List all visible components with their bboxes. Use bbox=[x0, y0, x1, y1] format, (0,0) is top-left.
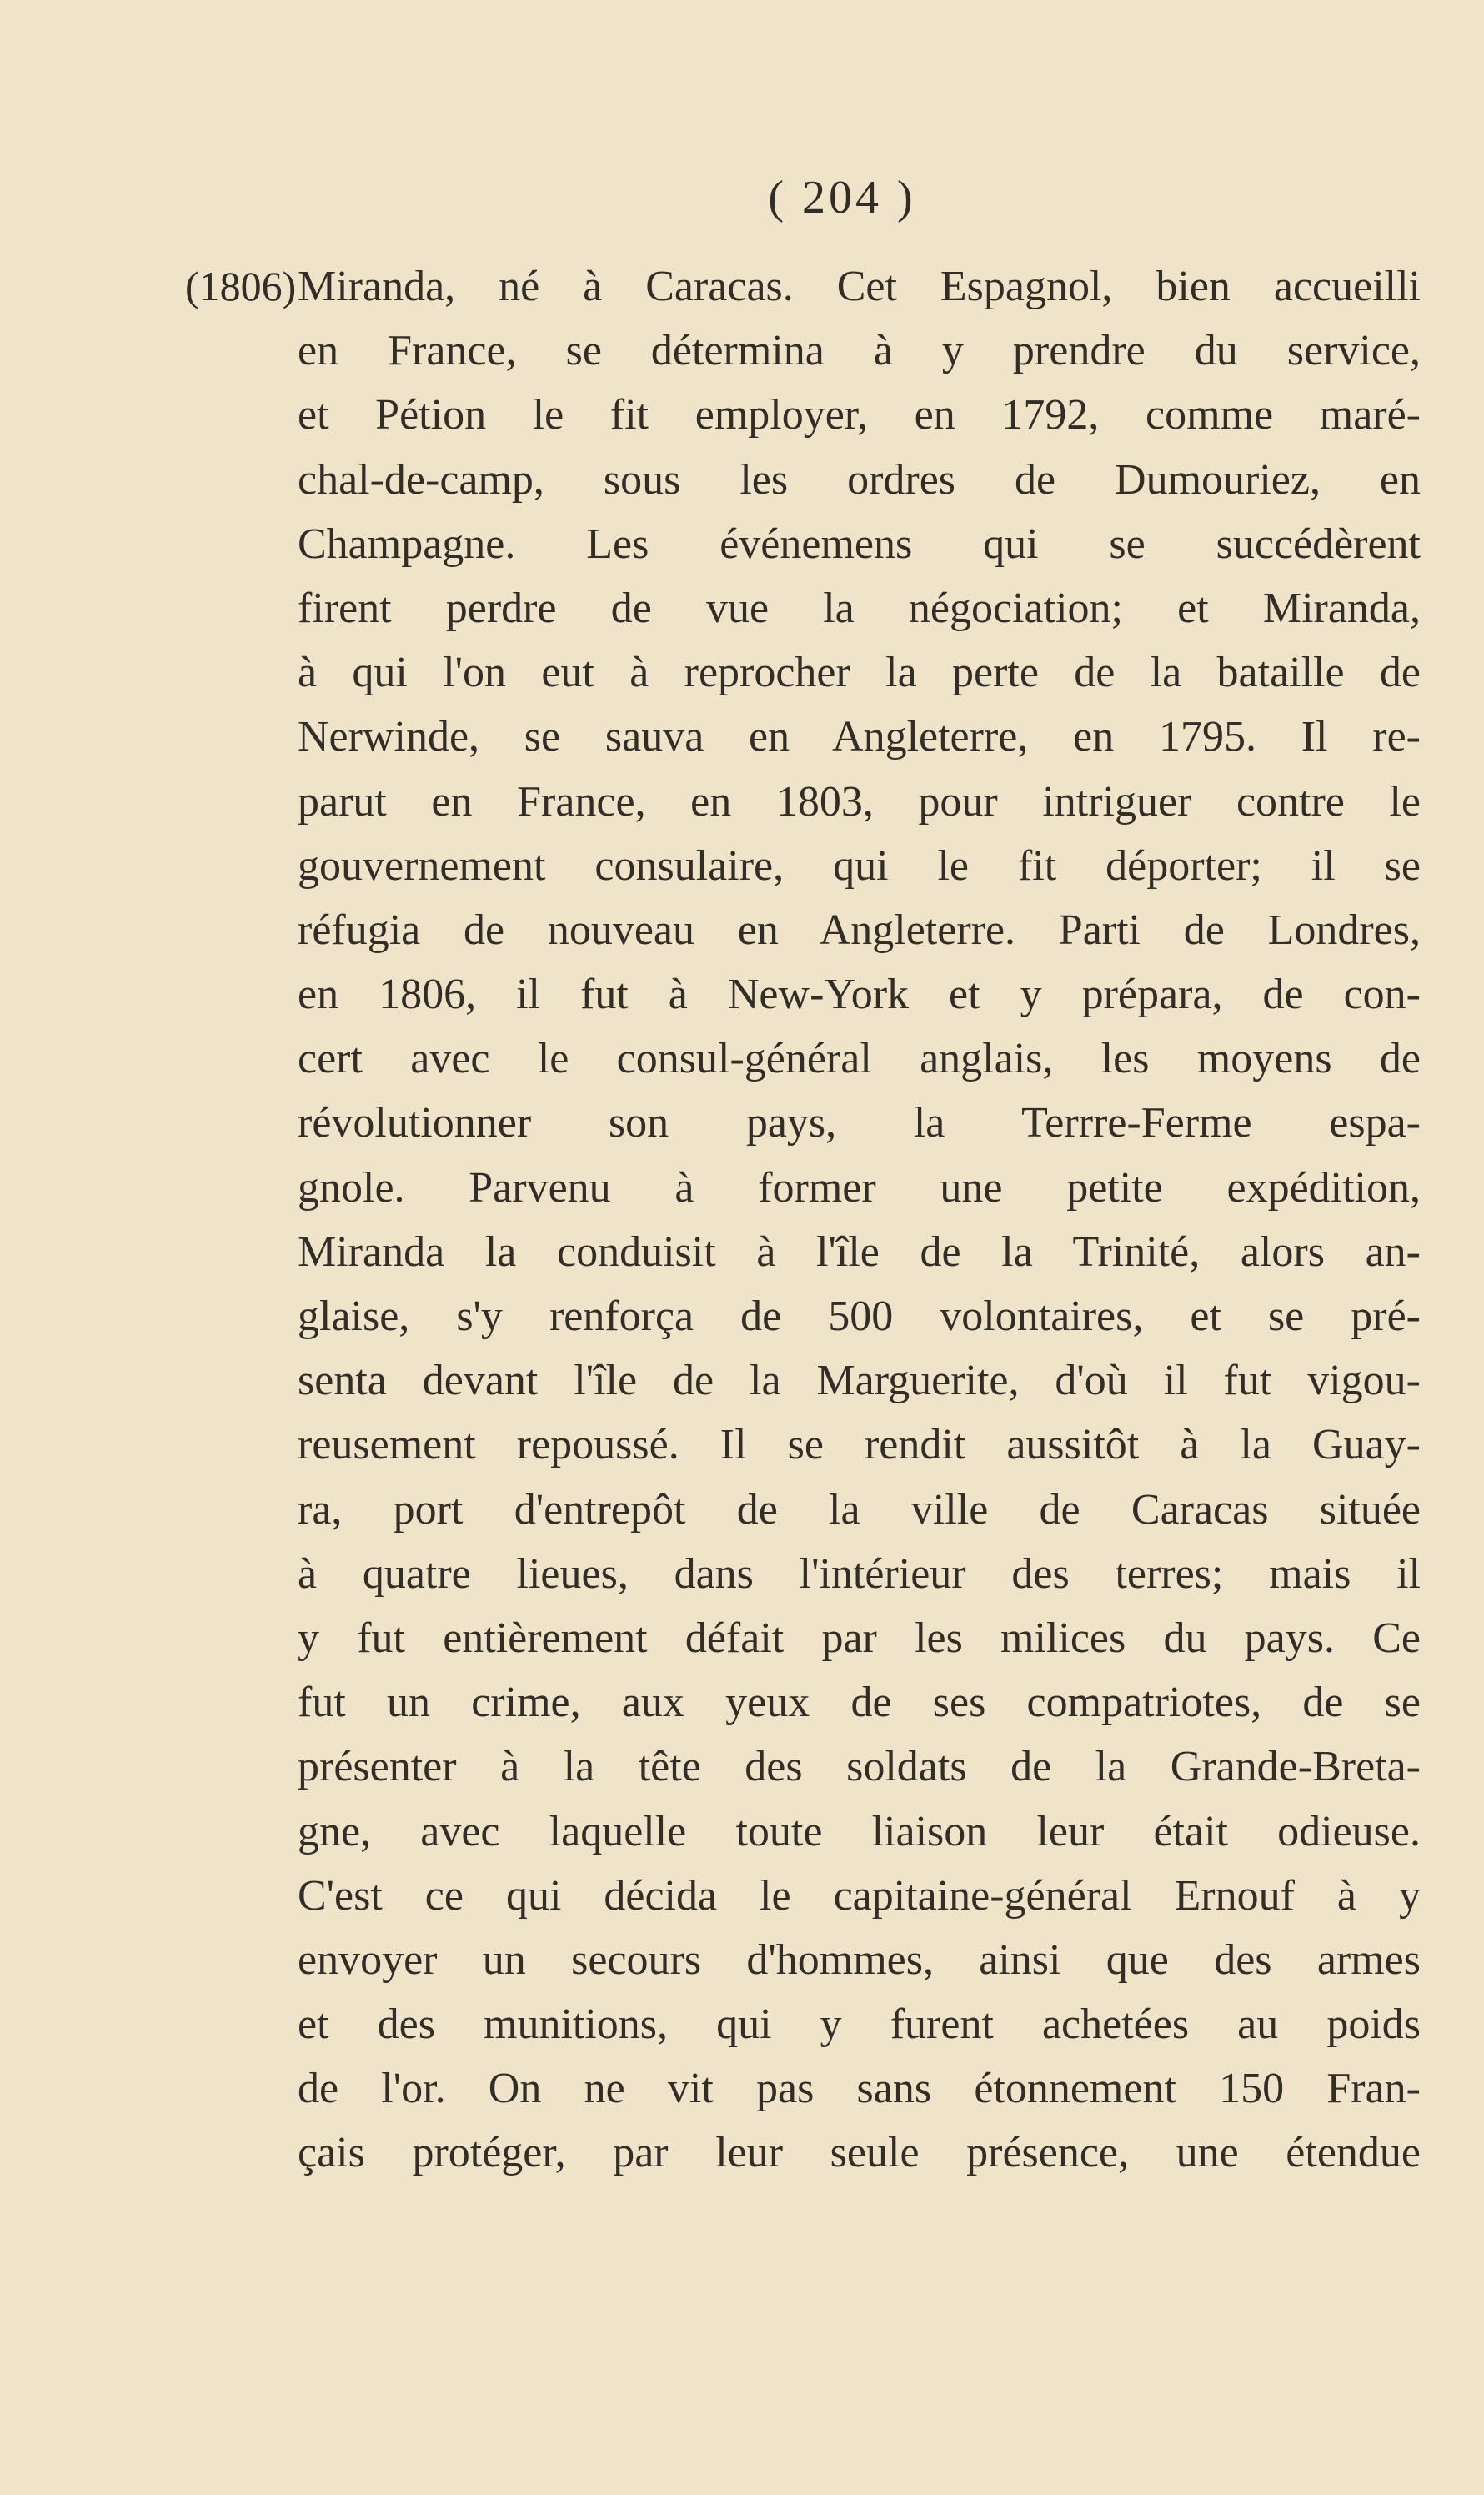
text-line: çais protéger, par leur seule présence, une étendue bbox=[298, 2129, 1421, 2177]
text-line: Miranda, né à Caracas. Cet Espagnol, bien accueilli bbox=[298, 263, 1421, 310]
text-line: réfugia de nouveau en Angleterre. Parti de Londres, bbox=[298, 906, 1421, 954]
text-line: Miranda la conduisit à l'île de la Trinité, alors an- bbox=[298, 1227, 1421, 1276]
body-text bbox=[298, 254, 1421, 2186]
text-line: à quatre lieues, dans l'intérieur des terres; mais il bbox=[298, 1549, 1421, 1598]
text-line: gouvernement consulaire, qui le fit déporter; il se bbox=[298, 841, 1421, 890]
page-number: ( 204 ) bbox=[768, 172, 916, 223]
text-line: y fut entièrement défait par les milices du pays. Ce bbox=[298, 1614, 1421, 1662]
text-line: senta devant l'île de la Marguerite, d'où il fut vigou- bbox=[298, 1357, 1421, 1405]
text-line: Champagne. Les événemens qui se succédèrent bbox=[298, 520, 1421, 568]
text-line: présenter à la tête des soldats de la Grande-Breta- bbox=[298, 1743, 1421, 1791]
text-line: firent perdre de vue la négociation; et Miranda, bbox=[298, 584, 1421, 632]
text-line: ra, port d'entrepôt de la ville de Caracas située bbox=[298, 1485, 1421, 1534]
text-line: reusement repoussé. Il se rendit aussitôt à la Guay- bbox=[298, 1421, 1421, 1469]
margin-date-note: (1806) bbox=[185, 263, 297, 309]
text-line: gne, avec laquelle toute liaison leur était odieuse. bbox=[298, 1807, 1421, 1855]
text-line: et Pétion le fit employer, en 1792, comme maré- bbox=[298, 391, 1421, 439]
text-line: gnole. Parvenu à former une petite expédition, bbox=[298, 1163, 1421, 1212]
text-line: C'est ce qui décida le capitaine-général Ernouf à y bbox=[298, 1871, 1421, 1920]
text-line: chal-de-camp, sous les ordres de Dumouriez, en bbox=[298, 455, 1421, 504]
text-line: de l'or. On ne vit pas sans étonnement 150 Fran- bbox=[298, 2065, 1421, 2113]
text-line: envoyer un secours d'hommes, ainsi que des armes bbox=[298, 1935, 1421, 1984]
text-line: cert avec le consul-général anglais, les moyens de bbox=[298, 1035, 1421, 1083]
text-line: glaise, s'y renforça de 500 volontaires, et se pré- bbox=[298, 1293, 1421, 1340]
text-line: parut en France, en 1803, pour intriguer contre le bbox=[298, 777, 1421, 826]
text-line: en France, se détermina à y prendre du service, bbox=[298, 327, 1421, 375]
text-line: à qui l'on eut à reprocher la perte de la bataille de bbox=[298, 649, 1421, 697]
text-line: fut un crime, aux yeux de ses compatriotes, de se bbox=[298, 1679, 1421, 1727]
text-line: Nerwinde, se sauva en Angleterre, en 1795. Il re- bbox=[298, 713, 1421, 761]
text-line: révolutionner son pays, la Terrre-Ferme espa- bbox=[298, 1099, 1421, 1147]
text-line: en 1806, il fut à New-York et y prépara, de con- bbox=[298, 971, 1421, 1019]
text-line: et des munitions, qui y furent achetées au poids bbox=[298, 2001, 1421, 2049]
